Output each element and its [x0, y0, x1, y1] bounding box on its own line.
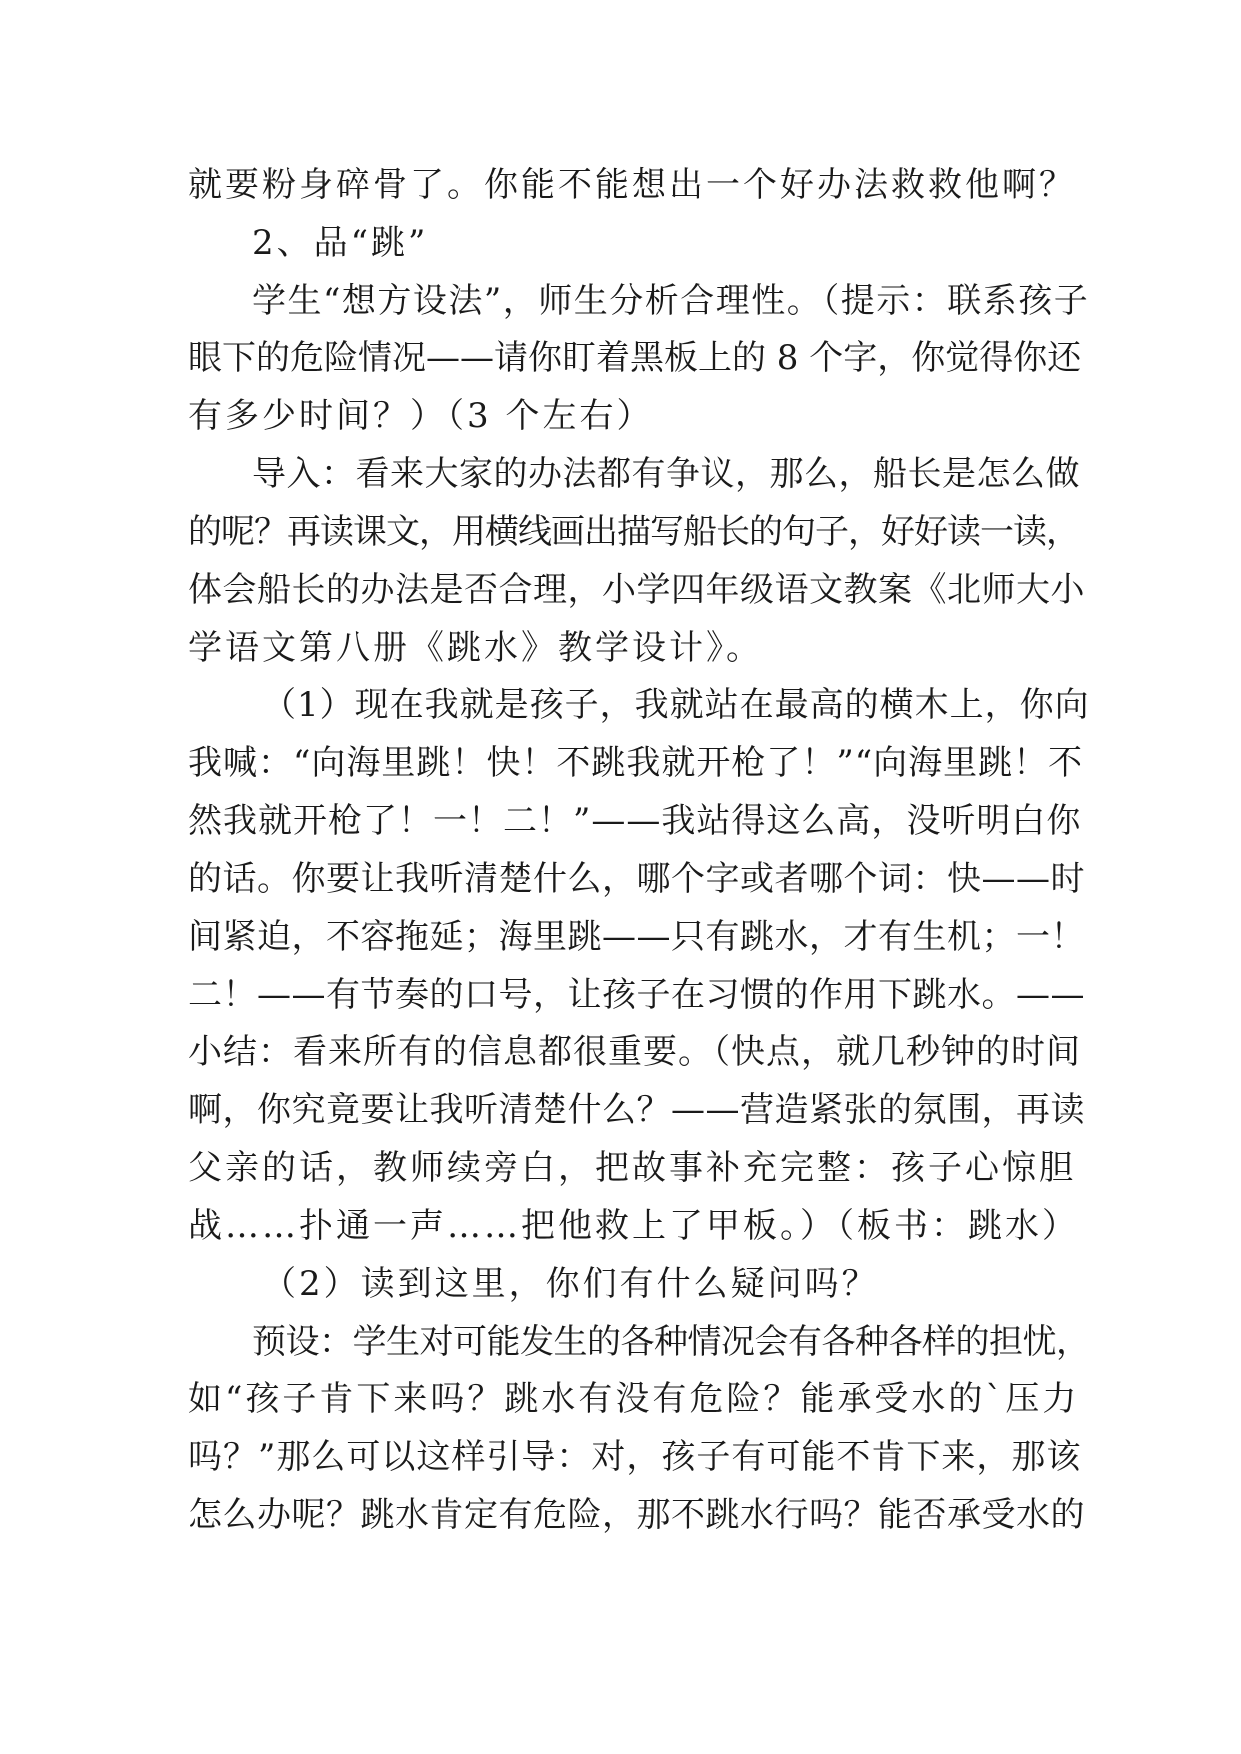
text-line: 然我就开枪了！一！二！”——我站得这么高，没听明白你	[188, 801, 1082, 841]
text-line: 有多少时间？）（3 个左右）	[188, 396, 654, 436]
text-line: 如“孩子肯下来吗？跳水有没有危险？能承受水的`压力	[188, 1379, 1080, 1419]
text-line: 眼下的危险情况——请你盯着黑板上的 8 个字，你觉得你还	[188, 338, 1082, 378]
text-line: 学生“想方设法”，师生分析合理性。（提示：联系孩子	[252, 281, 1090, 321]
text-line: 的话。你要让我听清楚什么，哪个字或者哪个词：快——时	[188, 859, 1085, 899]
text-line: 怎么办呢？跳水肯定有危险，那不跳水行吗？能否承受水的	[188, 1495, 1085, 1535]
text-line: 间紧迫，不容拖延；海里跳——只有跳水，才有生机；一！	[188, 917, 1085, 957]
text-line: 学语文第八册《跳水》教学设计》。	[188, 628, 763, 668]
section-heading: 2、品“跳”	[252, 223, 429, 263]
text-line: 啊，你究竟要让我听清楚什么？——营造紧张的氛围，再读	[188, 1090, 1085, 1130]
text-line: （2）读到这里，你们有什么疑问吗？	[262, 1264, 879, 1304]
text-line: 父亲的话，教师续旁白，把故事补充完整：孩子心惊胆	[188, 1148, 1076, 1188]
text-line: 就要粉身碎骨了。你能不能想出一个好办法救救他啊？	[188, 165, 1076, 205]
text-line: 的呢？再读课文，用横线画出描写船长的句子，好好读一读，	[188, 512, 1079, 552]
text-line: 导入：看来大家的办法都有争议，那么，船长是怎么做	[252, 454, 1080, 494]
text-line: 预设：学生对可能发生的各种情况会有各种各样的担忧，	[252, 1322, 1090, 1362]
text-line: （1）现在我就是孩子，我就站在最高的横木上，你向	[262, 685, 1090, 725]
text-line: 吗？”那么可以这样引导：对，孩子有可能不肯下来，那该	[188, 1437, 1082, 1477]
text-line: 战……扑通一声……把他救上了甲板。）（板书：跳水）	[188, 1206, 1079, 1246]
text-line: 我喊：“向海里跳！快！不跳我就开枪了！”“向海里跳！不	[188, 743, 1084, 783]
text-line: 体会船长的办法是否合理，小学四年级语文教案《北师大小	[188, 570, 1085, 610]
text-line: 二！——有节奏的口号，让孩子在习惯的作用下跳水。——	[188, 975, 1085, 1015]
text-line: 小结：看来所有的信息都很重要。（快点，就几秒钟的时间	[188, 1032, 1081, 1072]
